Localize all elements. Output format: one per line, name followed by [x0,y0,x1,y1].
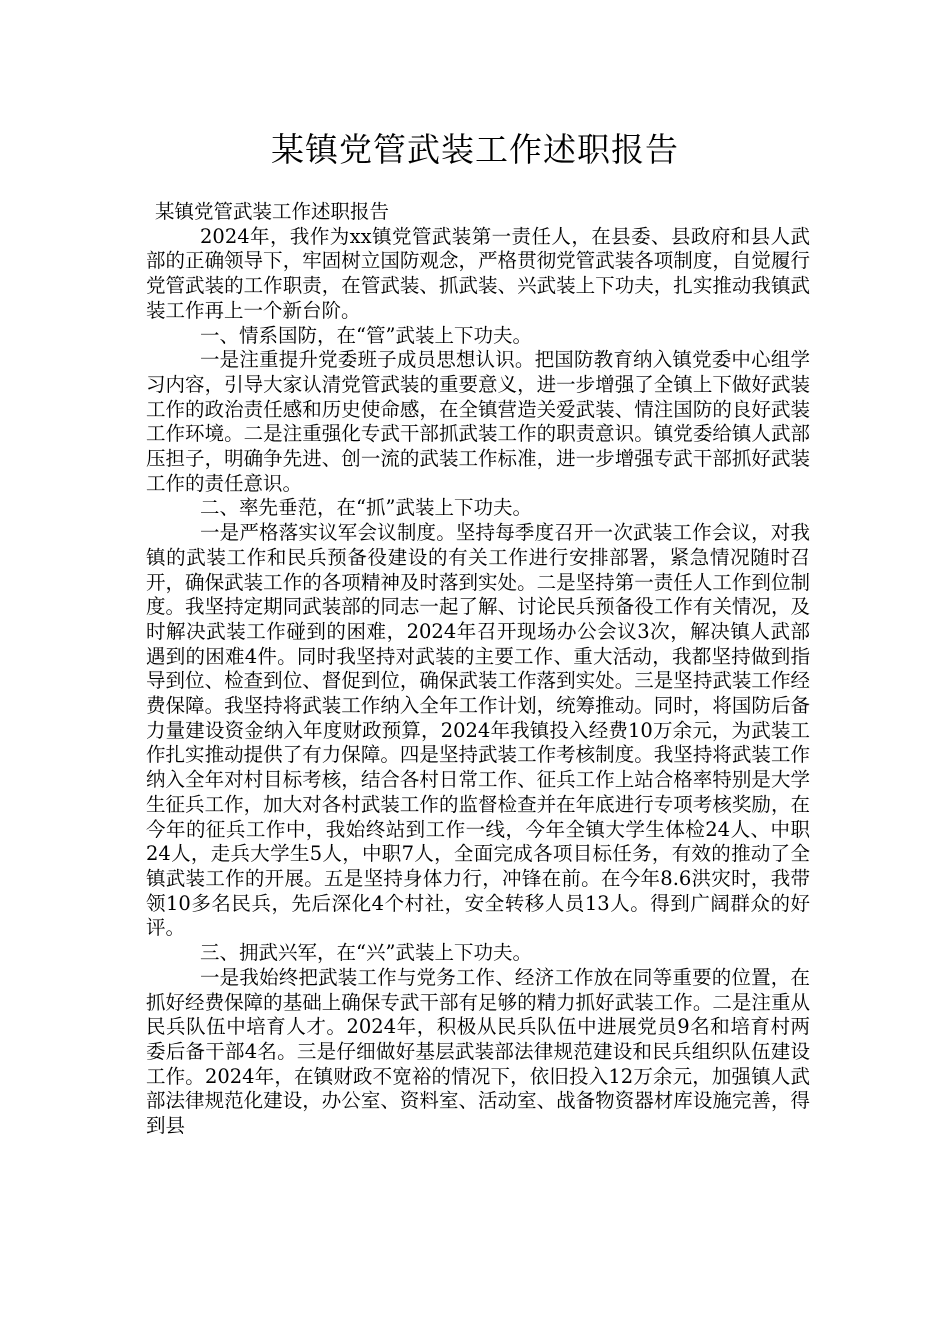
section-heading-1: 一、情系国防，在“管”武装上下功夫。 [200,323,532,347]
section-heading-2: 二、率先垂范，在“抓”武装上下功夫。 [200,496,532,520]
paragraph-section-3: 一是我始终把武装工作与党务工作、经济工作放在同等重要的位置，在抓好经费保障的基础上确保专武干部有足够的精力抓好武装工作。二是注重从民兵队伍中培育人才。2024年，积极从民兵队伍中进展党员9名和培育村两委后备干部4名。三是仔细做好基层武装部法律规范建设和民兵组织队伍建设工作。2024年，在镇财政不宽裕的情况下，依旧投入12万余元，加强镇人武部法律规范化建设，办公室、资料室、活动室、战备物资器材库设施完善，得到县 [146,965,810,1138]
document-title: 某镇党管武装工作述职报告 [271,130,679,169]
paragraph-section-1: 一是注重提升党委班子成员思想认识。把国防教育纳入镇党委中心组学习内容，引导大家认清党管武装的重要意义，进一步增强了全镇上下做好武装工作的政治责任感和历史使命感，在全镇营造关爱武装、情注国防的良好武装工作环境。二是注重强化专武干部抓武装工作的职责意识。镇党委给镇人武部压担子，明确争先进、创一流的武装工作标准，进一步增强专武干部抓好武装工作的责任意识。 [146,348,810,495]
document-body [146,200,810,1139]
document-subtitle: 某镇党管武装工作述职报告 [155,200,390,223]
section-heading-3: 三、拥武兴军，在“兴”武装上下功夫。 [200,941,532,965]
paragraph-intro: 2024年，我作为xx镇党管武装第一责任人，在县委、县政府和县人武部的正确领导下，牢固树立国防观念，严格贯彻党管武装各项制度，自觉履行党管武装的工作职责，在管武装、抓武装、兴武装上下功夫，扎实推动我镇武装工作再上一个新台阶。 [146,224,810,322]
paragraph-section-2: 一是严格落实议军会议制度。坚持每季度召开一次武装工作会议，对我镇的武装工作和民兵预备役建设的有关工作进行安排部署，紧急情况随时召开，确保武装工作的各项精神及时落到实处。二是坚持第一责任人工作到位制度。我坚持定期同武装部的同志一起了解、讨论民兵预备役工作有关情况，及时解决武装工作碰到的困难，2024年召开现场办公会议3次，解决镇人武部遇到的困难4件。同时我坚持对武装的主要工作、重大活动，我都坚持做到指导到位、检查到位、督促到位，确保武装工作落到实处。三是坚持武装工作经费保障。我坚持将武装工作纳入全年工作计划，统筹推动。同时，将国防后备力量建设资金纳入年度财政预算，2024年我镇投入经费10万余元，为武装工作扎实推动提供了有力保障。四是坚持武装工作考核制度。我坚持将武装工作纳入全年对村目标考核，结合各村日常工作、征兵工作上站合格率特别是大学生征兵工作，加大对各村武装工作的监督检查并在年底进行专项考核奖励，在今年的征兵工作中，我始终站到工作一线，今年全镇大学生体检24人、中职24人，走兵大学生5人，中职7人，全面完成各项目标任务，有效的推动了全镇武装工作的开展。五是坚持身体力行，冲锋在前。在今年8.6洪灾时，我带领10多名民兵，先后深化4个村社，安全转移人员13人。得到广阔群众的好评。 [146,521,810,940]
